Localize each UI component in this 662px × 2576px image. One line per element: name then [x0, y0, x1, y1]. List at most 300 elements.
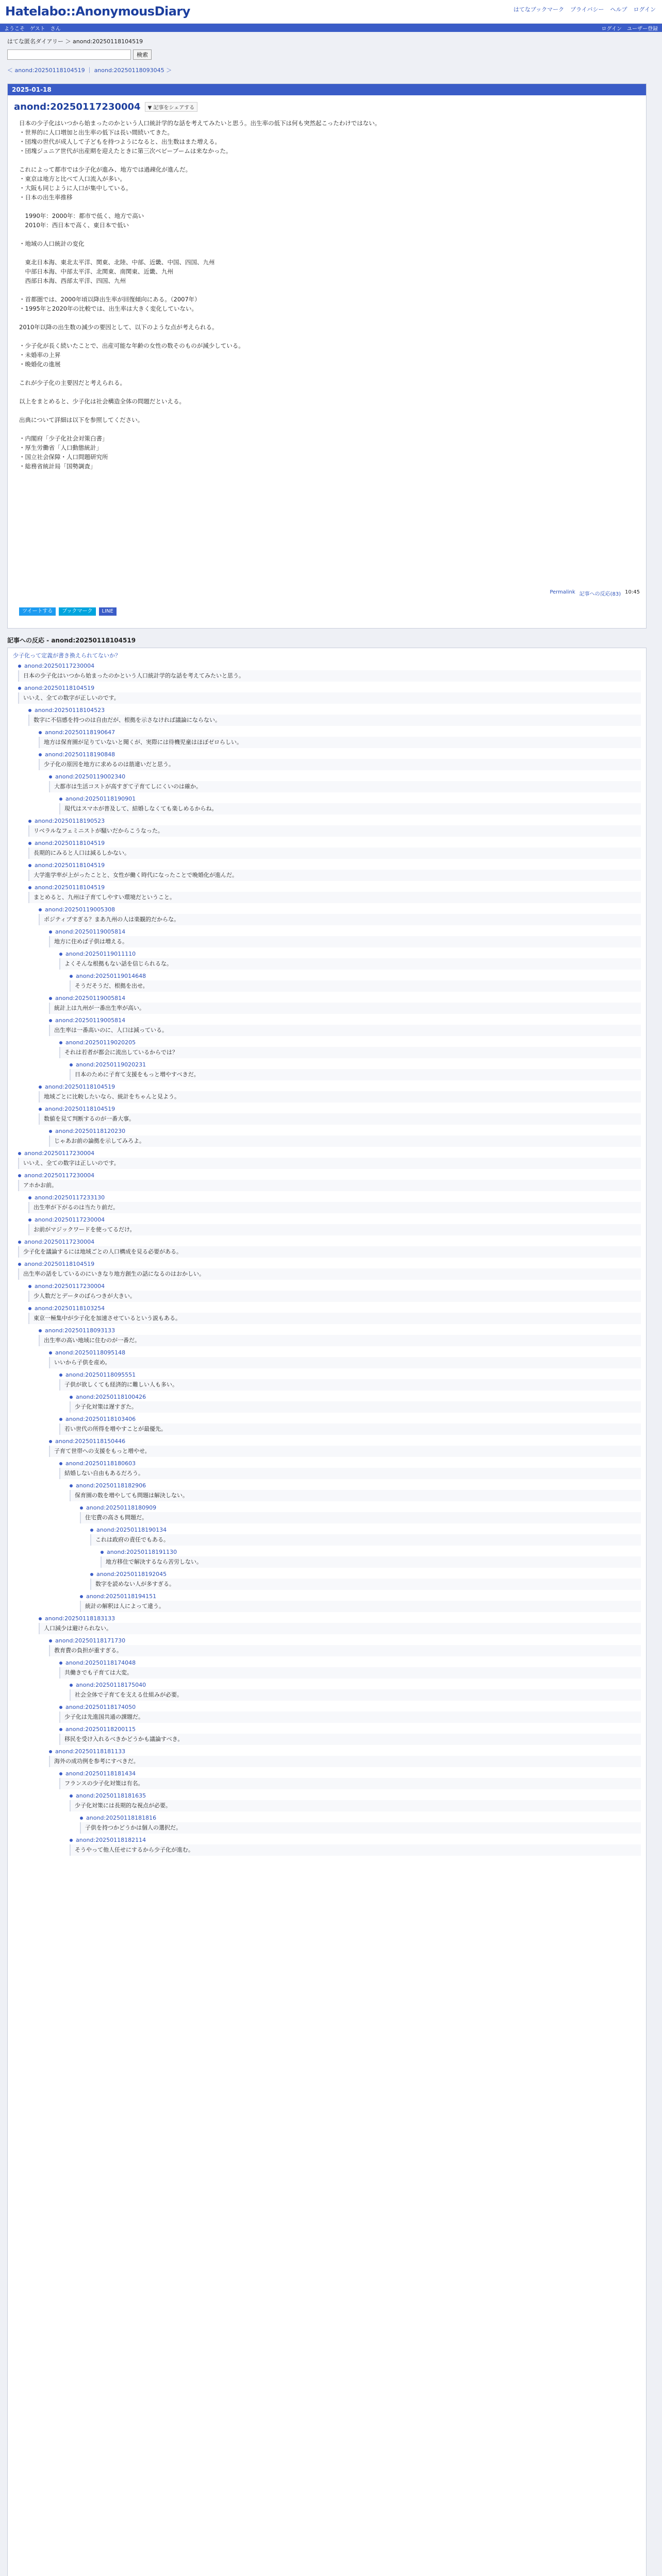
bullet-icon	[18, 1152, 21, 1155]
reply-text: いいから子供を産め。	[49, 1357, 641, 1368]
line-button[interactable]: LINE	[99, 607, 117, 616]
bullet-icon	[39, 753, 42, 756]
article-paragraph: ・国立社会保障・人口問題研究所	[19, 453, 108, 461]
reply-id-link[interactable]: anond:20250118104519	[35, 840, 105, 846]
bullet-icon	[28, 1307, 31, 1310]
reply-text: フランスの少子化対策は有名。	[59, 1778, 641, 1789]
reply-item	[90, 1527, 641, 1546]
reply-text: 出生率の話をしているのにいきなり地方創生の話になるのはおかしい。	[18, 1268, 641, 1280]
reply-id-link[interactable]: anond:20250118175040	[76, 1682, 146, 1688]
reply-text: 地方に住めば子供は増える。	[49, 936, 641, 947]
bullet-icon	[90, 1573, 93, 1576]
reply-item	[39, 1615, 641, 1634]
reply-id-link[interactable]: anond:20250117230004	[24, 1239, 95, 1245]
reply-id-link[interactable]: anond:20250119014648	[76, 973, 146, 979]
reply-text: 統計上は九州が一番出生率が高い。	[49, 1003, 641, 1014]
bullet-icon	[80, 1506, 83, 1510]
reply-id-link[interactable]: anond:20250119005814	[55, 928, 126, 935]
reply-list	[13, 663, 641, 1856]
reply-id-link[interactable]: anond:20250118181434	[65, 1770, 136, 1777]
reply-header	[59, 1371, 641, 1378]
reply-text: 若い世代の所得を増やすことが最優先。	[59, 1423, 641, 1435]
reply-header	[59, 1460, 641, 1467]
reply-header	[70, 1061, 641, 1068]
subbar-login-link[interactable]: ログイン	[601, 26, 622, 32]
bullet-icon	[59, 1662, 62, 1665]
reply-id-link[interactable]: anond:20250118104519	[24, 685, 95, 691]
bullet-icon	[49, 1750, 52, 1753]
article-paragraph	[19, 369, 635, 378]
reply-text: 少子化の原因を地方に求めるのは筋違いだと思う。	[39, 759, 641, 770]
bullet-icon	[39, 1617, 42, 1620]
reply-item	[28, 818, 641, 837]
reply-header	[59, 1659, 641, 1666]
reply-header	[39, 729, 641, 736]
reply-id-link[interactable]: anond:20250118181635	[76, 1792, 146, 1799]
reply-item	[49, 1748, 641, 1767]
reply-id-link[interactable]: anond:20250118104519	[35, 862, 105, 869]
reply-item	[28, 1216, 641, 1235]
reply-text: それは若者が都会に流出しているからでは？	[59, 1047, 641, 1058]
reply-item	[59, 795, 641, 815]
bullet-icon	[49, 930, 52, 934]
reply-id-link[interactable]: anond:20250118104523	[35, 707, 105, 714]
reactions-link[interactable]: 記事への反応(83)	[579, 591, 621, 597]
bullet-icon	[28, 1285, 31, 1288]
reply-item	[39, 1327, 641, 1346]
san-text: さん	[50, 26, 61, 32]
reply-text: 社会全体で子育てを支える仕組みが必要。	[70, 1689, 641, 1701]
reply-header	[39, 1083, 641, 1090]
article-paragraph: ・日本の出生率推移	[19, 194, 73, 201]
header-link-bookmark[interactable]: はてなブックマーク	[513, 6, 565, 13]
search-input[interactable]	[7, 49, 131, 60]
bullet-icon	[59, 798, 62, 801]
bullet-icon	[59, 1728, 62, 1731]
reply-header	[59, 951, 641, 957]
reply-header	[49, 1748, 641, 1755]
bullet-icon	[18, 687, 21, 690]
bullet-icon	[70, 1396, 73, 1399]
bullet-icon	[39, 1108, 42, 1111]
reply-item	[49, 995, 641, 1014]
bullet-icon	[59, 953, 62, 956]
reply-id-link[interactable]: anond:20250118180909	[86, 1504, 157, 1511]
reply-id-link[interactable]: anond:20250118095551	[65, 1371, 136, 1378]
reply-text: ポジティブすぎる？まあ九州の人は楽観的だからな。	[39, 914, 641, 925]
reply-header	[59, 1704, 641, 1710]
article-card	[7, 83, 647, 629]
reply-header	[59, 1039, 641, 1046]
reply-item	[39, 729, 641, 748]
replies-box	[7, 648, 647, 2576]
prev-next-text[interactable]: ＜ anond:20250118104519 ｜ anond:20250118093045 ＞	[7, 67, 172, 74]
bullet-icon	[59, 1418, 62, 1421]
reply-text: 少子化対策には長期的な視点が必要。	[70, 1800, 641, 1811]
reply-root-link[interactable]: 少子化って定義が書き換えられてないか？	[13, 652, 121, 659]
reply-item	[39, 1106, 641, 1125]
bullet-icon	[28, 886, 31, 889]
reply-header	[28, 707, 641, 714]
reply-text: 子育て世帯への支援をもっと増やせ。	[49, 1446, 641, 1457]
reply-item	[70, 1792, 641, 1811]
bullet-icon	[59, 1374, 62, 1377]
reply-text: 子供を持つかどうかは個人の選択だ。	[80, 1822, 641, 1834]
reply-item	[59, 1770, 641, 1789]
reply-header	[18, 1239, 641, 1245]
bullet-icon	[49, 1019, 52, 1022]
reply-item	[49, 928, 641, 947]
reply-text: 海外の成功例を参考にすべきだ。	[49, 1756, 641, 1767]
reply-item	[28, 862, 641, 881]
reply-item	[49, 1637, 641, 1656]
header-link-login[interactable]: ログイン	[633, 6, 656, 13]
reply-text: 地方は保育園が足りていないと聞くが、実際には待機児童はほぼゼロらしい。	[39, 737, 641, 748]
reply-header	[70, 1394, 641, 1400]
share-tag[interactable]: ▼ 記事をシェアする	[145, 102, 198, 112]
article-paragraph: 2010年：西日本で高く、東日本で低い	[19, 222, 129, 229]
article-paragraph: ・晩婚化の進展	[19, 361, 61, 368]
article-paragraph	[19, 230, 635, 239]
reply-id-link[interactable]: anond:20250118183133	[45, 1615, 115, 1622]
reply-header	[28, 1216, 641, 1223]
bullet-icon	[39, 908, 42, 911]
article-paragraph: ・総務省統計局「国勢調査」	[19, 463, 96, 470]
reply-header	[39, 1327, 641, 1334]
reply-id-link[interactable]: anond:20250119002340	[55, 773, 126, 780]
article-paragraph: 1990年：2000年：都市で低く、地方で高い	[19, 212, 144, 219]
bullet-icon	[28, 864, 31, 867]
reply-id-link[interactable]: anond:20250118180603	[65, 1460, 136, 1467]
reply-id-link[interactable]: anond:20250117230004	[35, 1283, 105, 1290]
reply-text: 少人数だとデータのばらつきが大きい。	[28, 1291, 641, 1302]
reply-header	[18, 1172, 641, 1179]
reply-item	[28, 1283, 641, 1302]
reply-item	[59, 1371, 641, 1391]
reply-id-link[interactable]: anond:20250118200115	[65, 1726, 136, 1733]
reply-item	[59, 951, 641, 970]
reply-id-link[interactable]: anond:20250119005814	[55, 995, 126, 1002]
reply-item	[90, 1571, 641, 1590]
bullet-icon	[59, 1462, 62, 1465]
article-footer	[550, 589, 640, 597]
reply-header	[28, 1194, 641, 1201]
reply-header	[90, 1571, 641, 1578]
article-paragraph: 中部日本海、中部太平洋、北関東、南関東、近畿、九州	[19, 268, 173, 275]
reply-item	[80, 1504, 641, 1523]
reply-id-link[interactable]: anond:20250119020205	[65, 1039, 136, 1046]
reply-id-link[interactable]: anond:20250118150446	[55, 1438, 126, 1445]
reply-text: 日本のために子育て支援をもっと増やすべきだ。	[70, 1069, 641, 1080]
reply-text: これは政府の責任でもある。	[90, 1534, 641, 1546]
reply-item	[28, 707, 641, 726]
reply-id-link[interactable]: anond:20250119005308	[45, 906, 115, 913]
reply-id-link[interactable]: anond:20250118190523	[35, 818, 105, 824]
reply-text: 数値を見て判断するのが一番大事。	[39, 1113, 641, 1125]
article-paragraph: 2010年以降の出生数の減少の要因として、以下のような点が考えられる。	[19, 324, 218, 331]
reply-text: 保育園の数を増やしても問題は解決しない。	[70, 1490, 641, 1501]
reply-text: 移民を受け入れるべきかどうかも議論すべき。	[59, 1734, 641, 1745]
reply-item	[18, 685, 641, 704]
reply-text: 大都市は生活コストが高すぎて子育てしにくいのは確か。	[49, 781, 641, 792]
reply-item	[70, 1682, 641, 1701]
reply-id-link[interactable]: anond:20250118182906	[76, 1482, 146, 1489]
reply-id-link[interactable]: anond:20250118120230	[55, 1128, 126, 1134]
reply-header	[49, 1349, 641, 1356]
bullet-icon	[39, 1086, 42, 1089]
reply-item	[28, 1194, 641, 1213]
reply-id-link[interactable]: anond:20250118103406	[65, 1416, 136, 1422]
article-paragraph: これが少子化の主要因だと考えられる。	[19, 379, 126, 386]
welcome-text: ようこそ	[4, 26, 25, 32]
article-body	[8, 115, 646, 474]
reply-id-link[interactable]: anond:20250118174048	[65, 1659, 136, 1666]
reply-item	[28, 1305, 641, 1324]
reply-item	[59, 1659, 641, 1679]
reply-header	[28, 862, 641, 869]
reply-item	[70, 1394, 641, 1413]
article-paragraph	[19, 332, 635, 341]
reply-text: お前がマジックワードを使ってるだけ。	[28, 1224, 641, 1235]
reply-header	[18, 1150, 641, 1157]
reply-item	[39, 751, 641, 770]
reply-text: 共働きでも子育ては大変。	[59, 1667, 641, 1679]
header-link-help[interactable]: ヘルプ	[610, 6, 627, 13]
guest-text: ゲスト	[30, 26, 45, 32]
reply-id-link[interactable]: anond:20250118191130	[107, 1549, 177, 1555]
reply-item	[59, 1460, 641, 1479]
article-paragraph	[19, 156, 635, 165]
bullet-icon	[28, 1196, 31, 1199]
article-paragraph: ・東京は地方と比べて人口流入が多い。	[19, 175, 126, 182]
reply-item	[101, 1549, 641, 1568]
reply-header	[49, 1637, 641, 1644]
reply-id-link[interactable]: anond:20250118181133	[55, 1748, 126, 1755]
post-time: 10:45	[625, 589, 640, 595]
reply-header	[39, 751, 641, 758]
header-link-privacy[interactable]: プライバシー	[570, 6, 604, 13]
reply-id-link[interactable]: anond:20250118104519	[45, 1106, 115, 1112]
reply-text: 現代はスマホが普及して、結婚しなくても楽しめるからね。	[59, 803, 641, 815]
reply-id-link[interactable]: anond:20250119011110	[65, 951, 136, 957]
bullet-icon	[49, 1440, 52, 1443]
article-paragraph: 西部日本海、西部太平洋、四国、九州	[19, 277, 126, 284]
reply-header	[70, 973, 641, 979]
reply-text: 少子化は先進国共通の課題だ。	[59, 1711, 641, 1723]
article-paragraph: ・少子化が長く続いたことで、出産可能な年齢の女性の数そのものが減少している。	[19, 342, 244, 349]
subbar-register-link[interactable]: ユーザー登録	[627, 26, 658, 32]
bookmark-button[interactable]: ブックマーク	[59, 607, 95, 616]
reply-id-link[interactable]: anond:20250118104519	[24, 1261, 95, 1267]
reply-id-link[interactable]: anond:20250117230004	[35, 1216, 105, 1223]
reply-id-link[interactable]: anond:20250118194151	[86, 1593, 157, 1600]
reply-header	[70, 1792, 641, 1799]
reply-id-link[interactable]: anond:20250118190901	[65, 795, 136, 802]
reply-header	[80, 1504, 641, 1511]
reply-header	[28, 840, 641, 846]
article-paragraph: 出典について詳細は以下を参照してください。	[19, 416, 144, 423]
article-paragraph	[19, 406, 635, 415]
reply-text: 地方移住で解決するなら苦労しない。	[101, 1556, 641, 1568]
reply-text: いいえ、全ての数字が正しいのです。	[18, 692, 641, 704]
reply-header	[59, 1416, 641, 1422]
reply-item	[70, 973, 641, 992]
article-paragraph: ・大阪も同じように人口が集中している。	[19, 184, 132, 192]
article-paragraph	[19, 425, 635, 434]
reply-header	[39, 1615, 641, 1622]
reply-text: 少子化対策は遅すぎた。	[70, 1401, 641, 1413]
reply-text: 住宅費の高さも問題だ。	[80, 1512, 641, 1523]
header-links	[514, 5, 656, 13]
bullet-icon	[28, 709, 31, 712]
article-paragraph: 日本の少子化はいつから始まったのかという人口統計学的な話を考えてみたいと思う。出生率の低下は何も突然起こったわけではない。	[19, 120, 381, 127]
reply-item	[80, 1815, 641, 1834]
article-paragraph	[19, 313, 635, 323]
reply-item	[59, 1726, 641, 1745]
breadcrumb: はてな匿名ダイアリー ＞ anond:20250118104519	[7, 38, 143, 45]
reply-id-link[interactable]: anond:20250118190647	[45, 729, 115, 736]
replies-heading: 記事への反応 - anond:20250118104519	[7, 637, 136, 644]
reply-text: 大学進学率が上がったことと、女性が働く時代になったことで晩婚化が進んだ。	[28, 870, 641, 881]
reply-id-link[interactable]: anond:20250118192045	[96, 1571, 167, 1578]
bullet-icon	[80, 1595, 83, 1598]
reply-header	[28, 818, 641, 824]
reply-item	[80, 1593, 641, 1612]
reply-id-link[interactable]: anond:20250118095148	[55, 1349, 126, 1356]
reply-text: まとめると、九州は子育てしやすい環境だということ。	[28, 892, 641, 903]
reply-id-link[interactable]: anond:20250118100426	[76, 1394, 146, 1400]
reply-item	[18, 1239, 641, 1258]
reply-header	[80, 1815, 641, 1821]
reply-id-link[interactable]: anond:20250117230004	[24, 1150, 95, 1157]
bullet-icon	[90, 1529, 93, 1532]
reply-text: 数字を読めない人が多すぎる。	[90, 1579, 641, 1590]
bullet-icon	[18, 665, 21, 668]
reply-text: 数字に不信感を持つのは自由だが、根拠を示さなければ議論にならない。	[28, 715, 641, 726]
reply-id-link[interactable]: anond:20250118104519	[35, 884, 105, 891]
reply-text: 統計の解釈は人によって違う。	[80, 1601, 641, 1612]
share-buttons	[19, 607, 117, 616]
reply-item	[59, 1039, 641, 1058]
reply-item	[70, 1482, 641, 1501]
reply-item	[49, 773, 641, 792]
reply-id-link[interactable]: anond:20250118182114	[76, 1837, 146, 1843]
reply-id-link[interactable]: anond:20250118104519	[45, 1083, 115, 1090]
reply-text: 結婚しない自由もあるだろう。	[59, 1468, 641, 1479]
reply-header	[70, 1837, 641, 1843]
article-paragraph: 東北日本海、東北太平洋、関東、北陸、中部、近畿、中国、四国、九州	[19, 259, 215, 266]
tweet-button[interactable]: ツイートする	[19, 607, 56, 616]
bullet-icon	[49, 997, 52, 1000]
reply-item	[28, 884, 641, 903]
reply-item	[49, 1349, 641, 1368]
prev-next-links	[0, 62, 662, 78]
reply-header	[59, 1770, 641, 1777]
article-paragraph: 以上をまとめると、少子化は社会構造全体の問題だといえる。	[19, 398, 185, 405]
bullet-icon	[18, 1241, 21, 1244]
reply-id-link[interactable]: anond:20250118190134	[96, 1527, 167, 1533]
reply-header	[59, 795, 641, 802]
reply-item	[28, 840, 641, 859]
reply-item	[49, 1128, 641, 1147]
site-header	[0, 0, 662, 24]
reply-text: そうだそうだ、根拠を出せ。	[70, 980, 641, 992]
reply-id-link[interactable]: anond:20250118093133	[45, 1327, 115, 1334]
reply-text: 東京一極集中が少子化を加速させているという説もある。	[28, 1313, 641, 1324]
reply-header	[39, 1106, 641, 1112]
reply-text: 長期的にみると人口は減るしかない。	[28, 848, 641, 859]
reply-id-link[interactable]: anond:20250118171730	[55, 1637, 126, 1644]
reply-text: 少子化を議論するには地域ごとの人口構成を見る必要がある。	[18, 1246, 641, 1258]
reply-text: アホかお前。	[18, 1180, 641, 1191]
reply-id-link[interactable]: anond:20250118190848	[45, 751, 115, 758]
bullet-icon	[49, 1351, 52, 1354]
reply-id-link[interactable]: anond:20250118103254	[35, 1305, 105, 1312]
reply-item	[18, 1261, 641, 1280]
entry-title[interactable]: anond:20250117230004	[14, 101, 141, 112]
reply-id-link[interactable]: anond:20250117230004	[24, 663, 95, 669]
reply-id-link[interactable]: anond:20250117230004	[24, 1172, 95, 1179]
article-paragraph: ・首都圏では、2000年頃以降出生率が回復傾向にある。（2007年）	[19, 296, 201, 303]
bullet-icon	[70, 975, 73, 978]
reply-text: 子供が欲しくても経済的に難しい人も多い。	[59, 1379, 641, 1391]
reply-header	[90, 1527, 641, 1533]
bullet-icon	[70, 1063, 73, 1066]
reply-text: じゃあお前の論拠を示してみろよ。	[49, 1136, 641, 1147]
reply-item	[18, 1172, 641, 1191]
reply-id-link[interactable]: anond:20250118181816	[86, 1815, 157, 1821]
reply-text: 地域ごとに比較したいなら、統計をちゃんと見よう。	[39, 1091, 641, 1103]
reply-item	[59, 1704, 641, 1723]
reply-id-link[interactable]: anond:20250118174050	[65, 1704, 136, 1710]
bullet-icon	[70, 1684, 73, 1687]
reply-header	[18, 1261, 641, 1267]
article-paragraph: ・団塊ジュニア世代が出産期を迎えたときに第三次ベビーブームは来なかった。	[19, 147, 232, 155]
reply-text: 出生率は一番高いのに、人口は減っている。	[49, 1025, 641, 1036]
bullet-icon	[80, 1817, 83, 1820]
permalink-link[interactable]: Permalink	[550, 589, 575, 595]
bullet-icon	[70, 1839, 73, 1842]
reply-item	[70, 1061, 641, 1080]
bullet-icon	[28, 820, 31, 823]
reply-item	[49, 1017, 641, 1036]
reply-header	[39, 906, 641, 913]
article-paragraph	[19, 285, 635, 295]
reply-text: 人口減少は避けられない。	[39, 1623, 641, 1634]
site-logo[interactable]: Hatelabo::AnonymousDiary	[5, 4, 190, 19]
reply-item	[39, 906, 641, 925]
reply-header	[49, 928, 641, 935]
reply-header	[49, 773, 641, 780]
reply-header	[49, 995, 641, 1002]
search-button[interactable]: 検索	[133, 49, 152, 60]
reply-header	[28, 884, 641, 891]
reply-id-link[interactable]: anond:20250119005814	[55, 1017, 126, 1024]
reply-header	[70, 1482, 641, 1489]
article-date: 2025-01-18	[8, 84, 646, 95]
reply-id-link[interactable]: anond:20250119020231	[76, 1061, 146, 1068]
reply-header	[18, 685, 641, 691]
reply-id-link[interactable]: anond:20250117233130	[35, 1194, 105, 1201]
reply-header	[101, 1549, 641, 1555]
reply-text: 出生率が下がるのは当たり前だ。	[28, 1202, 641, 1213]
bullet-icon	[39, 731, 42, 734]
sub-bar	[0, 24, 662, 32]
article-paragraph	[19, 387, 635, 397]
search-bar	[0, 47, 662, 62]
entry-title-row	[8, 95, 646, 115]
article-paragraph	[19, 248, 635, 258]
